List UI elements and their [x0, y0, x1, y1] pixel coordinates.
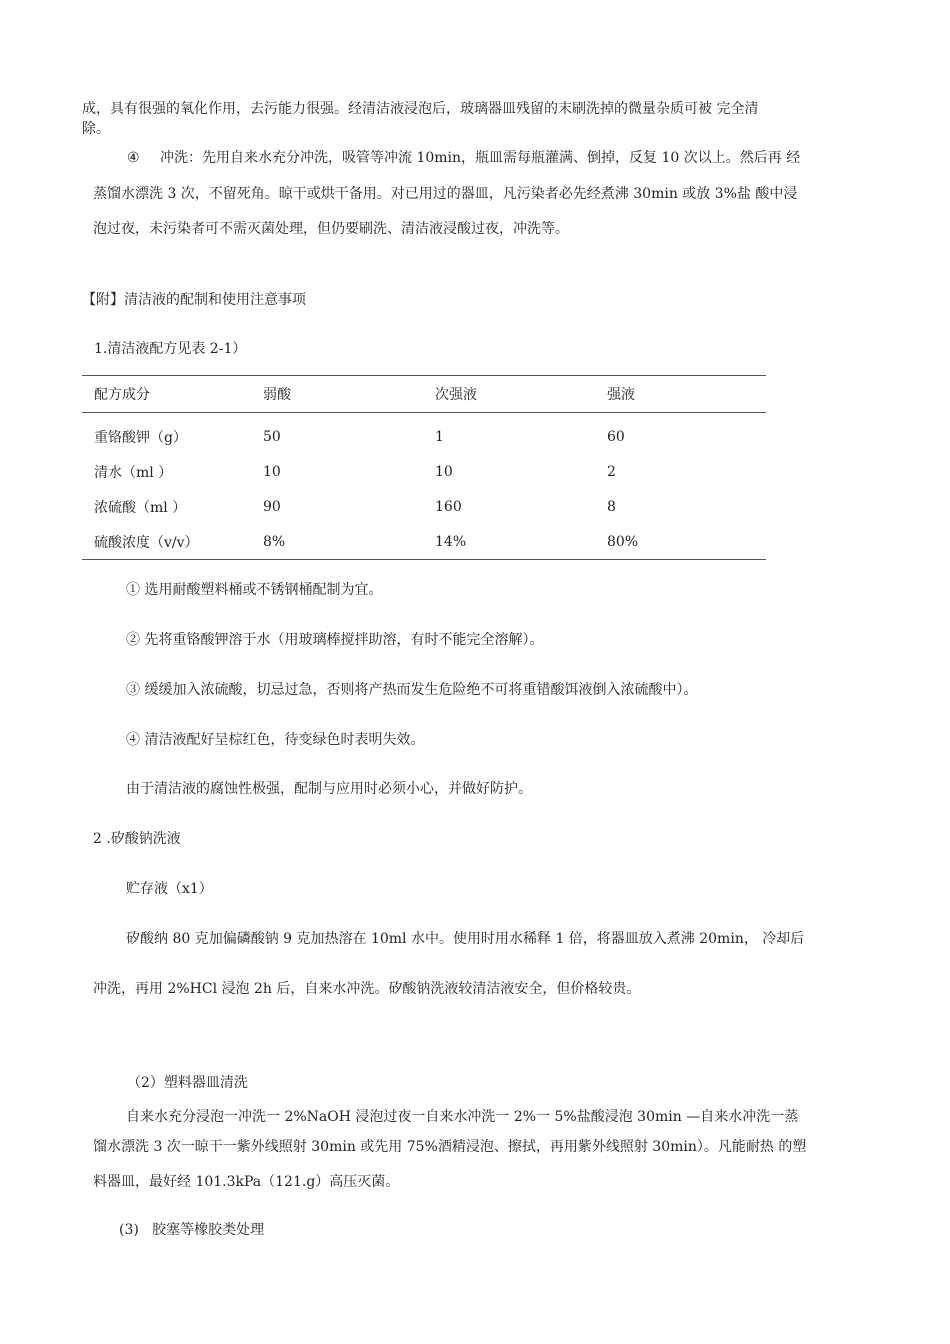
col-header-medium: 次强液 [423, 376, 595, 413]
rinse-line-3: 泡过夜，未污染者可不需灭菌处理，但仍要刷洗、清洁液浸酸过夜，冲洗等。 [93, 221, 569, 237]
table-cell: 硫酸浓度（v/v） [94, 534, 199, 551]
rubber-heading: (3) 胶塞等橡胶类处理 [119, 1222, 265, 1238]
silicate-line-1: 矽酸纳 80 克加偏磷酸钠 9 克加热溶在 10ml 水中。使用时用水稀释 1 倍，将器皿放入煮沸 20min， 冷却后 [126, 931, 805, 947]
table-cell: 14% [435, 533, 467, 550]
table-row [82, 489, 766, 524]
rinse-step-marker: ④ [127, 150, 140, 166]
note-item: ④ 清洁液配好呈棕红色，待变绿色时表明失效。 [126, 732, 425, 748]
silicate-line-2: 冲洗，再用 2%HCl 浸泡 2h 后，自来水冲洗。矽酸钠洗液较清洁液安全，但价格较贵。 [93, 981, 641, 997]
plastic-line-1: 自来水充分浸泡一冲洗一 2%NaOH 浸泡过夜一自来水冲洗一 2%一 5%盐酸浸泡 30min —自来水冲洗一蒸 [126, 1109, 799, 1125]
table-cell: 8 [607, 498, 616, 515]
table-cell: 90 [263, 498, 281, 515]
table-cell: 清水（ml ） [94, 464, 173, 481]
appendix-title: 【附】清洁液的配制和使用注意事项 [82, 292, 306, 308]
table-cell: 80% [607, 533, 639, 550]
intro-line-1: 成，具有很强的氧化作用，去污能力很强。经清洁液浸泡后，玻璃器皿残留的末刷洗掉的微量杂质可被 完全清 [82, 101, 759, 117]
table-row [82, 454, 766, 489]
silicate-heading: 2 .矽酸钠洗液 [93, 831, 181, 847]
table-header-row [82, 376, 766, 413]
rinse-line-1: 冲洗：先用自来水充分冲洗，吸管等冲流 10min，瓶皿需每瓶灌满、倒掉，反复 10 次以上。然后再 经 [160, 150, 801, 166]
table-row [82, 413, 766, 455]
table-cell: 浓硫酸（ml ） [94, 499, 187, 516]
table-cell: 160 [435, 498, 462, 515]
table-cell: 10 [263, 463, 281, 480]
note-item: ① 选用耐酸塑料桶或不锈钢桶配制为宜。 [126, 582, 383, 598]
col-header-ingredient: 配方成分 [82, 376, 251, 413]
caution-text: 由于清洁液的腐蚀性极强，配制与应用时必须小心，并做好防护。 [126, 781, 532, 797]
table-cell: 8% [263, 533, 286, 550]
table-cell: 2 [607, 463, 616, 480]
table-cell: 60 [607, 428, 625, 445]
note-item: ③ 缓缓加入浓硫酸，切忌过急，否则将产热而发生危险绝不可将重错酸饵液倒入浓硫酸中）。 [126, 682, 698, 698]
col-header-strong: 强液 [595, 376, 766, 413]
col-header-weak: 弱酸 [251, 376, 423, 413]
plastic-heading: （2）塑料器皿清洗 [127, 1075, 248, 1091]
silicate-stock: 贮存液（x1） [126, 881, 213, 897]
formula-heading: 1.清洁液配方见表 2-1） [94, 341, 247, 357]
note-item: ② 先将重铬酸钾溶于水（用玻璃棒搅拌助溶，有时不能完全溶解）。 [126, 632, 544, 648]
plastic-line-3: 料器皿，最好经 101.3kPa（121.g）高压灭菌。 [93, 1174, 400, 1190]
formula-table [82, 375, 766, 560]
plastic-line-2: 馏水漂洗 3 次一晾干一紫外线照射 30min 或先用 75%酒精浸泡、擦拭，再用紫外线照射 30min）。凡能耐热 的塑 [93, 1139, 807, 1155]
table-cell: 1 [435, 428, 444, 445]
table-cell: 10 [435, 463, 453, 480]
intro-line-2: 除。 [82, 121, 110, 137]
table-row [82, 524, 766, 560]
rinse-line-2: 蒸馏水漂洗 3 次，不留死角。晾干或烘干备用。对已用过的器皿，凡污染者必先经煮沸 30min 或放 3%盐 酸中浸 [93, 186, 798, 202]
table-cell: 重铬酸钾（g） [94, 429, 187, 446]
table-cell: 50 [263, 428, 281, 445]
